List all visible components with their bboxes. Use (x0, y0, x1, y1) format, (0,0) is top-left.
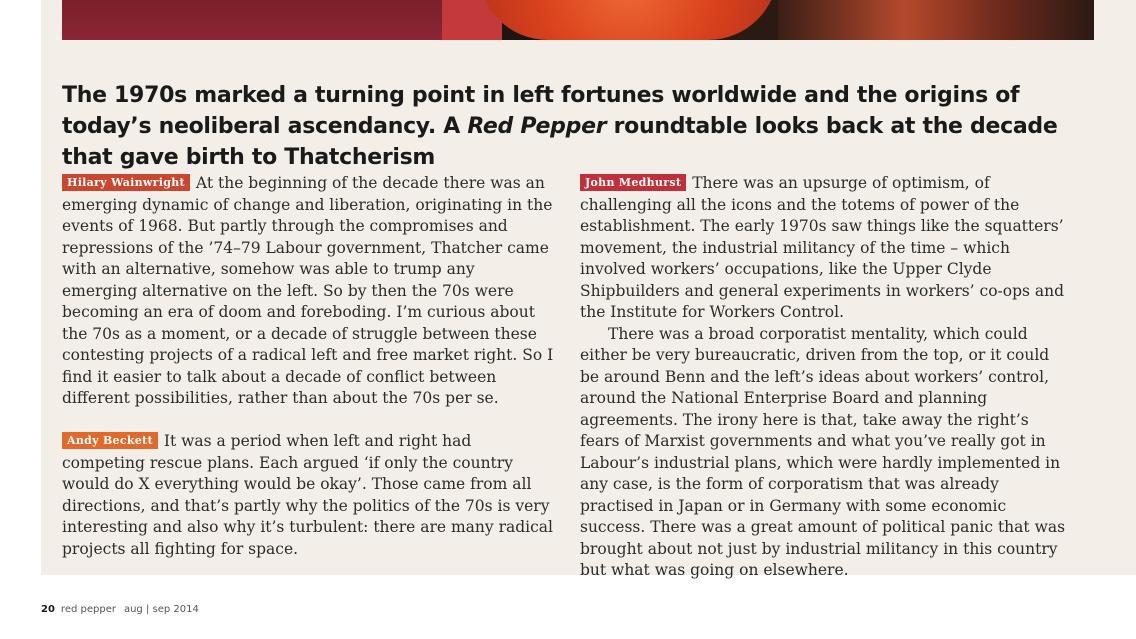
speaker-paragraph (62, 173, 554, 410)
left-column (62, 173, 554, 560)
speaker-tag-andy-beckett: Andy Beckett (62, 432, 158, 449)
speaker-text: At the beginning of the decade there was an emerging dynamic of change and liberation, originating in the events of 1968. But partly through the compromises and repressions of the ’74–79 Labour government, Thatcher came with an alternative, somehow was able to trump any emerging alternative on the left. So by then the 70s were becoming an era of doom and foreboding. I’m curious about the 70s as a moment, or a decade of struggle between these contesting projects of a radical left and free market right. So I find it easier to talk about a decade of conflict between different possibilities, rather than about the 70s per se. (62, 174, 554, 407)
standfirst-part1: The 1970s marked a turning point in left fortunes worldwide and the origins of today’s neoliberal ascendancy. A (62, 83, 1020, 139)
publication-name: Red Pepper (467, 114, 607, 139)
continuation-paragraph: There was a broad corporatist mentality, which could either be very bureaucratic, driven from the top, or it could be around Benn and the left’s ideas about workers’ control, around the National Enterprise Board and planning agreements. The irony here is that, take away the right’s fears of Marxist governments and what you’ve really got in Labour’s industrial plans, which were hardly implemented in any case, is the form of corporatism that was already practised in Japan or in Germany with some economic success. There was a great amount of political panic that was brought about not just by industrial militancy in this country but what was going on elsewhere. (580, 324, 1066, 579)
speaker-text: It was a period when left and right had competing rescue plans. Each argued ‘if only the country would do X everything would be okay’. Those came from all directions, and that’s partly why the politics of the 70s is very interesting and also why it’s turbulent: there are many radical projects all fighting for space. (62, 432, 553, 558)
right-column (580, 173, 1070, 582)
magazine-name: red pepper (60, 604, 116, 615)
header-illustration (62, 0, 1094, 40)
speaker-tag-john-medhurst: John Medhurst (580, 174, 686, 191)
article-standfirst (62, 80, 1092, 173)
speaker-paragraph (62, 431, 554, 560)
page-footer (41, 604, 199, 615)
issue-date: aug | sep 2014 (123, 604, 199, 615)
speaker-paragraph (580, 173, 1070, 324)
page-number: 20 (41, 604, 55, 615)
standfirst-part2: roundtable looks back at the decade that gave birth to Thatcherism (62, 114, 1058, 170)
speaker-tag-hilary-wainwright: Hilary Wainwright (62, 174, 190, 191)
speaker-text: There was an upsurge of optimism, of challenging all the icons and the totems of power of the establishment. The early 1970s saw things like the squatters’ movement, the industrial militancy of the time – which involved workers’ occupations, like the Upper Clyde Shipbuilders and general experiments in workers’ co-ops and the Institute for Workers Control. (580, 174, 1065, 321)
